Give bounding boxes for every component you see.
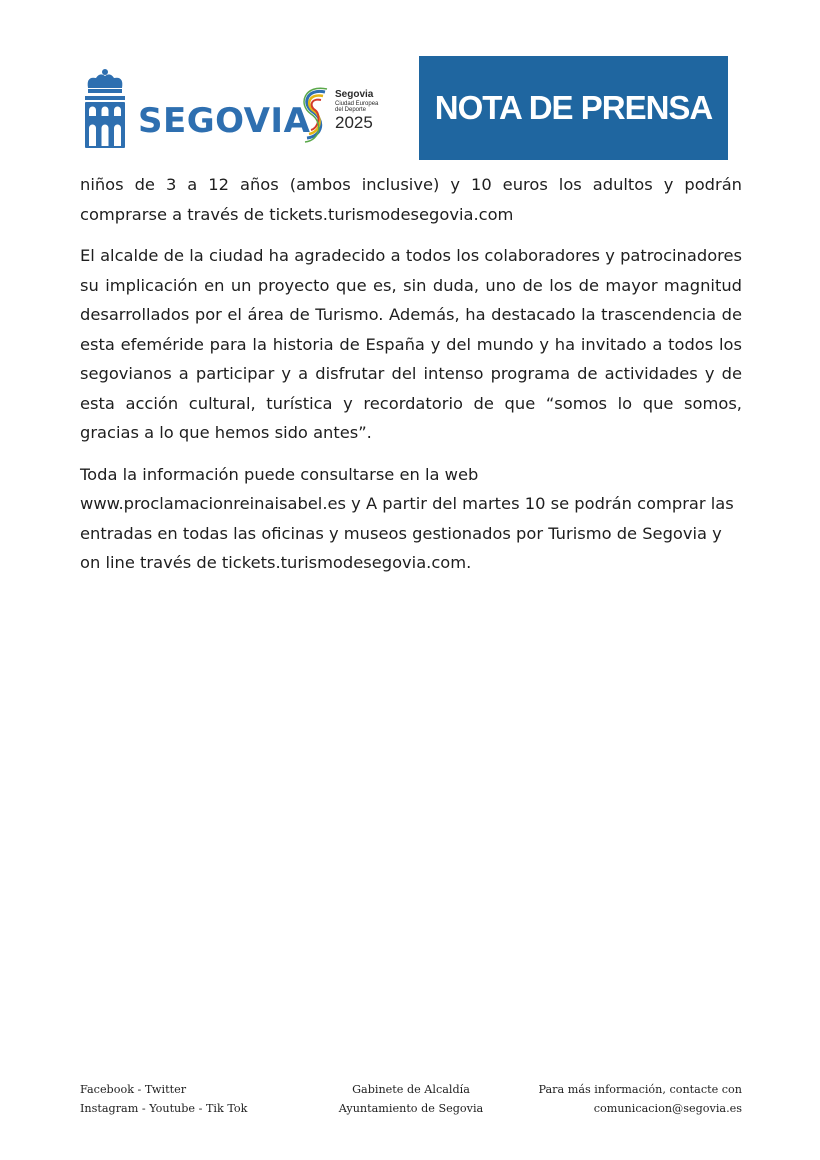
segovia-city-logo: [82, 68, 310, 152]
sport-logo-line2: Ciudad Europea: [335, 101, 379, 107]
footer-contact-line1: Para más información, contacte con: [538, 1083, 742, 1096]
paragraph-2: El alcalde de la ciudad ha agradecido a todos los colaboradores y patrocinadores su implicación en un proyecto que es, sin duda, uno de los de mayor magnitud desarrollados por el área de Turismo. Además, ha destacado la trascendencia de esta efeméride para la historia de España y del mundo y ha invitado a todos los segovianos a participar y a disfrutar del intenso programa de actividades y de esta acción cultural, turística y recordatorio de que “somos lo que somos, gracias a lo que hemos sido antes”.: [80, 246, 742, 442]
footer-social-line2: Instagram - Youtube - Tik Tok: [80, 1102, 248, 1115]
footer-social: [80, 1080, 247, 1118]
sport-logo-line1: Segovia: [335, 89, 374, 100]
footer-contact: [538, 1080, 742, 1118]
european-city-of-sport-logo: [299, 86, 414, 146]
sport-logo-line3: del Deporte: [335, 107, 367, 113]
paragraph-1: niños de 3 a 12 años (ambos inclusive) y 10 euros los adultos y podrán comprarse a través de tickets.turismodesegovia.com: [80, 175, 742, 224]
sport-logo-text: [335, 90, 378, 131]
page-header: [82, 56, 728, 160]
footer-office-line1: Gabinete de Alcaldía: [352, 1083, 470, 1096]
crown-aqueduct-icon: [82, 68, 128, 152]
footer-social-line1: Facebook - Twitter: [80, 1083, 187, 1096]
press-release-banner: [419, 56, 728, 160]
footer-office-line2: Ayuntamiento de Segovia: [338, 1102, 484, 1115]
paragraph-3: Toda la información puede consultarse en la web www.proclamacionreinaisabel.es y A partir del martes 10 se podrán comprar las entradas en todas las oficinas y museos gestionados por Turismo de Segovia y on line través de tickets.turismodesegovia.com.: [80, 464, 734, 572]
press-release-body: [80, 170, 742, 590]
press-release-title: NOTA DE PRENSA: [434, 89, 713, 126]
segovia-logo-text: SEGOVIA: [138, 101, 311, 141]
footer-contact-email: comunicacion@segovia.es: [593, 1102, 742, 1115]
sport-logo-year: 2025: [335, 113, 373, 132]
s-swoosh-icon: [299, 86, 333, 146]
